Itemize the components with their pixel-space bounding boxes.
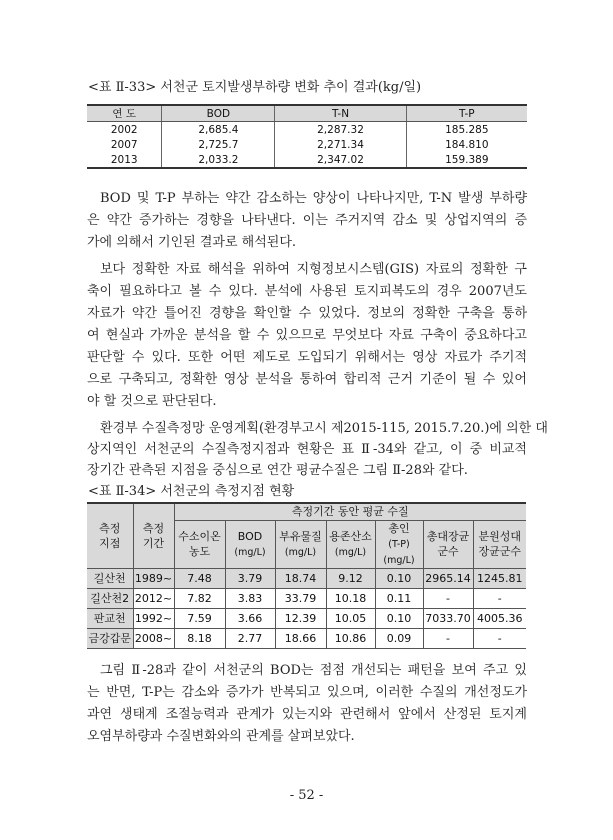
table-cell: 18.74 [275, 568, 326, 588]
table-row [87, 152, 527, 168]
table-cell: - [423, 588, 473, 608]
table-cell: 4005.36 [473, 608, 526, 628]
table-cell: 판교천 [87, 608, 133, 628]
header-period: 측정 기간 [133, 503, 174, 568]
table-cell: 1989~ [133, 568, 174, 588]
header-tn: T-N [275, 105, 406, 122]
text-line: 보다 정확한 자료 해석을 위하여 지형정보시스템(GIS) 자료의 정확한 구 [100, 262, 527, 277]
subheader: 총대장균 군수 [423, 520, 473, 568]
load-change-table [87, 104, 527, 169]
table-cell: 9.12 [326, 568, 375, 588]
text-line: 자료가 약간 틀어진 경향을 확인할 수 있었다. 정보의 정확한 구축을 통하 [87, 306, 527, 321]
table-cell: 1245.81 [473, 568, 526, 588]
text-line: 환경부 수질측정망 운영계획(환경부고시 제2015-115, 2015.7.20.)에 의한 대 [100, 421, 548, 436]
text-line: 으로 구축되고, 정확한 영상 분석을 통하여 합리적 근거 기준이 될 수 있어 [87, 372, 527, 387]
table-cell: 금강갑문 [87, 628, 133, 648]
table-cell: 2002 [110, 123, 138, 136]
header-bod: BOD [162, 105, 275, 122]
table-row [87, 608, 526, 628]
paragraph-2 [87, 259, 527, 413]
text-line: 오염부하량과 수질변화와의 관계를 살펴보았다. [87, 729, 355, 744]
table-cell: 2,725.7 [162, 137, 275, 152]
table-cell: 2012~ [133, 588, 174, 608]
text-line: 장기간 관측된 지점을 중심으로 연간 평균수질은 그림 Ⅱ-28와 같다. [87, 463, 468, 478]
table-cell: 7.48 [174, 568, 225, 588]
table-cell: 10.86 [326, 628, 375, 648]
table-cell: 2,347.02 [275, 152, 406, 168]
table-cell: 0.11 [375, 588, 423, 608]
subheader: 분원성대 장균군수 [473, 520, 526, 568]
table2-caption: <표 Ⅱ-34> 서천군의 측정지점 현황 [88, 484, 295, 499]
table-cell: 길산천 [87, 568, 133, 588]
table-cell: 0.09 [375, 628, 423, 648]
table-cell: 길산천2 [87, 588, 133, 608]
table-cell: 3.83 [225, 588, 275, 608]
table-cell: 184.810 [406, 137, 527, 152]
text-line: 는 반면, T-P는 감소와 증가가 반복되고 있으며, 이러한 수질의 개선정도가 [87, 685, 527, 700]
subheader: BOD (mg/L) [225, 520, 275, 568]
table-cell: 2,033.2 [162, 152, 275, 168]
table-cell: - [423, 628, 473, 648]
table-cell: 2,271.34 [275, 137, 406, 152]
subheader: 총인 (T-P) (mg/L) [375, 520, 423, 568]
table-cell: 8.18 [174, 628, 225, 648]
table-cell: - [473, 588, 526, 608]
table-cell: 1992~ [133, 608, 174, 628]
subheader: 용존산소 (mg/L) [326, 520, 375, 568]
table-cell: 2.77 [225, 628, 275, 648]
paragraph-3 [87, 418, 548, 481]
table-cell: 2007 [110, 138, 138, 151]
text-line: BOD 및 T-P 부하는 약간 감소하는 양상이 나타나지만, T-N 발생 부하량 [100, 191, 527, 206]
text-line: 그림 Ⅱ-28과 같이 서천군의 BOD는 점점 개선되는 패턴을 보여 주고 있 [100, 663, 527, 678]
table-cell: 7.82 [174, 588, 225, 608]
table-cell: 159.389 [406, 152, 527, 168]
table-cell: 10.18 [326, 588, 375, 608]
text-line: 판단할 수 있다. 또한 어떤 제도로 도입되기 위해서는 영상 자료가 주기적 [87, 350, 527, 365]
table-cell: 3.66 [225, 608, 275, 628]
table-cell: 2,287.32 [275, 122, 406, 138]
table-cell: 12.39 [275, 608, 326, 628]
table-cell: 2965.14 [423, 568, 473, 588]
table-row [87, 628, 526, 648]
table-cell: 3.79 [225, 568, 275, 588]
table-row [87, 122, 527, 138]
table-row [87, 137, 527, 152]
page-number: - 52 - [289, 788, 324, 803]
header-tp: T-P [406, 105, 527, 122]
header-site: 측정 지점 [87, 503, 133, 568]
table-cell: 7033.70 [423, 608, 473, 628]
text-line: 야 할 것으로 판단된다. [87, 394, 217, 409]
text-line: 여 현실과 가까운 분석을 할 수 있으므로 무엇보다 자료 구축이 중요하다고 [87, 328, 527, 343]
table-cell: 0.10 [375, 568, 423, 588]
text-line: 가에 의해서 기인된 결과로 해석된다. [87, 235, 297, 250]
subheader: 부유물질 (mg/L) [275, 520, 326, 568]
table-cell: 33.79 [275, 588, 326, 608]
table-row [87, 568, 526, 588]
text-line: 상지역인 서천군의 수질측정지점과 현황은 표 Ⅱ-34와 같고, 이 중 비교적 [87, 442, 527, 457]
text-line: 축이 필요하다고 볼 수 있다. 분석에 사용된 토지피복도의 경우 2007년도 [87, 284, 527, 299]
text-line: 과연 생태계 조절능력과 관계가 있는지와 관련해서 앞에서 산정된 토지계 [87, 707, 527, 722]
header-group: 측정기간 동안 평균 수질 [174, 503, 526, 520]
table-cell: - [473, 628, 526, 648]
table-cell: 185.285 [406, 122, 527, 138]
subheader: 수소이온 농도 [174, 520, 225, 568]
table1-caption: <표 Ⅱ-33> 서천군 토지발생부하량 변화 추이 결과(kg/일) [88, 80, 422, 95]
text-line: 은 약간 증가하는 경향을 나타낸다. 이는 주거지역 감소 및 상업지역의 증 [87, 213, 527, 228]
header-year: 연 도 [87, 105, 162, 122]
table-cell: 7.59 [174, 608, 225, 628]
table-cell: 2008~ [133, 628, 174, 648]
table-row [87, 588, 526, 608]
station-table [87, 502, 526, 649]
paragraph-4 [87, 660, 527, 748]
table-cell: 10.05 [326, 608, 375, 628]
paragraph-1 [87, 188, 527, 254]
table-cell: 0.10 [375, 608, 423, 628]
table-cell: 2,685.4 [162, 122, 275, 138]
table-cell: 2013 [110, 153, 138, 166]
table-cell: 18.66 [275, 628, 326, 648]
